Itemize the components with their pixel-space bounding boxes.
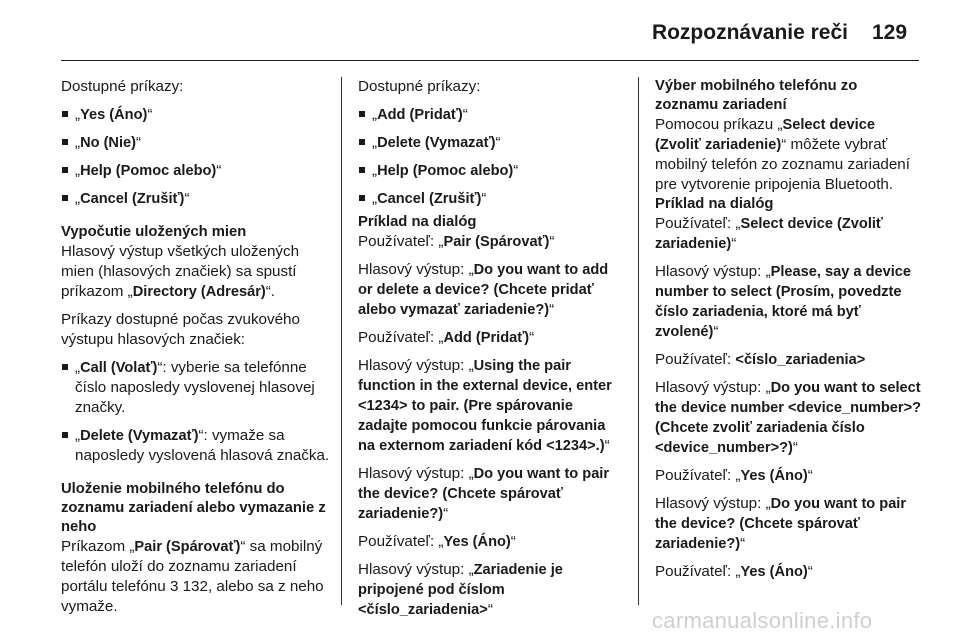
dialog-line: Hlasový výstup: „Do you want to pair the device? (Chcete spárovať zariadenie?)“ (655, 495, 907, 552)
column-2 (358, 77, 626, 628)
paragraph: Príkazy dostupné počas zvukového výstupu hlasových značiek: (61, 311, 300, 348)
command-list (358, 105, 626, 209)
list-item: „Add (Pridať)“ (358, 105, 626, 125)
dialog-line: Používateľ: „Pair (Spárovať)“ (358, 233, 555, 250)
page-number: 129 (872, 21, 908, 44)
dialog-line: Hlasový výstup: „Using the pair function in the external device, enter <1234> to pair. (Pre spárovanie zadajte pomocou funkcie párovania na externom zariadení kód <1234>.)“ (358, 357, 612, 454)
command-list (61, 105, 331, 209)
list-item: „Help (Pomoc alebo)“ (358, 161, 626, 181)
column-3 (655, 77, 923, 590)
playback-command-list (61, 358, 331, 466)
paragraph: Príkazom „Pair (Spárovať)“ sa mobilný telefón uloží do zoznamu zariadení portálu telefónu 3 132, alebo sa z neho vymaže. (61, 538, 324, 615)
section-heading: Výber mobilného telefónu zo zoznamu zariadení (655, 78, 858, 113)
dialog-line: Hlasový výstup: „Do you want to add or delete a device? (Chcete pridať alebo vymazať zariadenie?)“ (358, 261, 609, 318)
column-1 (61, 77, 331, 625)
watermark: carmanualsonline.info (652, 608, 873, 633)
example-heading: Príklad na dialóg (655, 196, 774, 212)
list-item: „Delete (Vymazať)“: vymaže sa naposledy vyslovená hlasová značka. (61, 426, 331, 466)
example-heading: Príklad na dialóg (358, 214, 477, 230)
dialog-line: Hlasový výstup: „Do you want to pair the device? (Chcete spárovať zariadenie?)“ (358, 465, 610, 522)
list-item: „Cancel (Zrušiť)“ (358, 189, 626, 209)
dialog-line: Používateľ: <číslo_zariadenia> (655, 351, 866, 368)
column-divider-1 (341, 77, 342, 605)
section-heading: Vypočutie uložených mien (61, 224, 247, 240)
dialog-line: Používateľ: „Yes (Áno)“ (655, 563, 813, 580)
paragraph: Hlasový výstup všetkých uložených mien (hlasových značiek) sa spustí príkazom „Directory (Adresár)“. (61, 243, 300, 300)
list-item: „Yes (Áno)“ (61, 105, 331, 125)
dialog-line: Používateľ: „Select device (Zvoliť zariadenie)“ (655, 215, 883, 252)
commands-label: Dostupné príkazy: (358, 78, 481, 95)
list-item: „Delete (Vymazať)“ (358, 133, 626, 153)
dialog-line: Používateľ: „Yes (Áno)“ (655, 467, 813, 484)
list-item: „Help (Pomoc alebo)“ (61, 161, 331, 181)
dialog-line: Hlasový výstup: „Do you want to select the device number <device_number>? (Chcete zvoliť zariadenia číslo <device_number>?)“ (655, 379, 922, 456)
commands-label: Dostupné príkazy: (61, 78, 184, 95)
page-ref-icon: 3 (169, 578, 179, 595)
paragraph: Pomocou príkazu „Select device (Zvoliť zariadenie)“ môžete vybrať mobilný telefón zo zoznamu zariadení pre vytvorenie pripojenia Bluetooth. (655, 116, 910, 193)
dialog-line: Hlasový výstup: „Please, say a device number to select (Prosím, povedzte číslo zariadenia, ktoré má byť zvolené)“ (655, 263, 912, 340)
dialog-line: Používateľ: „Add (Pridať)“ (358, 329, 535, 346)
page-title: Rozpoznávanie reči (651, 21, 848, 44)
header-divider (61, 60, 919, 61)
dialog-line: Hlasový výstup: „Zariadenie je pripojené pod číslom <číslo_zariadenia>“ (358, 561, 563, 618)
dialog-line: Používateľ: „Yes (Áno)“ (358, 533, 516, 550)
list-item: „Call (Volať)“: vyberie sa telefónne číslo naposledy vyslovenej hlasovej značky. (61, 358, 331, 418)
column-divider-2 (638, 77, 639, 605)
list-item: „No (Nie)“ (61, 133, 331, 153)
list-item: „Cancel (Zrušiť)“ (61, 189, 331, 209)
section-heading: Uloženie mobilného telefónu do zoznamu zariadení alebo vymazanie z neho (61, 481, 326, 535)
